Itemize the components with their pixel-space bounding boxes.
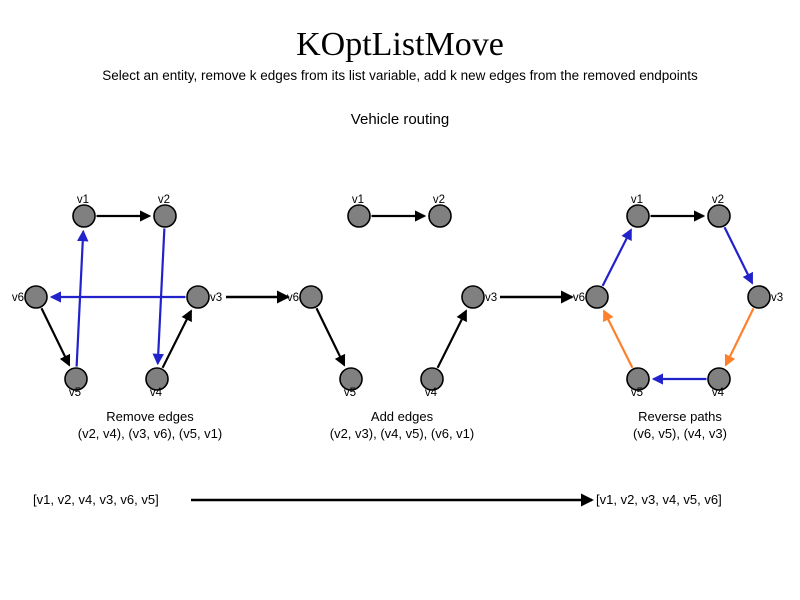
- node-label: v3: [210, 292, 223, 304]
- node-circle: [748, 286, 770, 308]
- node-v6[interactable]: [573, 286, 608, 308]
- node-label: v5: [343, 387, 357, 399]
- node-label: v4: [149, 387, 163, 399]
- node-v2[interactable]: [708, 194, 730, 227]
- node-circle: [708, 205, 730, 227]
- node-label: v5: [630, 387, 644, 399]
- node-circle: [154, 205, 176, 227]
- caption-remove-line2: (v2, v4), (v3, v6), (v5, v1): [77, 426, 223, 441]
- node-v5[interactable]: [627, 368, 649, 399]
- node-v4[interactable]: [146, 368, 168, 399]
- node-label: v6: [11, 292, 24, 304]
- node-v3[interactable]: [462, 286, 497, 308]
- caption-add: [292, 408, 512, 442]
- node-circle: [462, 286, 484, 308]
- after-list-label: [v1, v2, v3, v4, v5, v6]: [596, 492, 722, 507]
- node-v5[interactable]: [65, 368, 87, 399]
- node-v4[interactable]: [708, 368, 730, 399]
- edge-v2-v3: [725, 227, 753, 283]
- node-label: v1: [630, 194, 644, 206]
- node-v3[interactable]: [748, 286, 783, 308]
- caption-add-line1: Add edges: [370, 409, 434, 424]
- node-v4[interactable]: [421, 368, 443, 399]
- node-v6[interactable]: [287, 286, 322, 308]
- node-label: v5: [68, 387, 82, 399]
- caption-remove: [40, 408, 260, 442]
- section-label: Vehicle routing: [350, 111, 450, 128]
- edge-v4-v3: [163, 311, 191, 368]
- node-v1[interactable]: [627, 194, 649, 227]
- edges-layer: [41, 216, 753, 379]
- caption-reverse: [570, 408, 790, 442]
- node-label: v4: [711, 387, 725, 399]
- node-label: v3: [485, 292, 498, 304]
- node-v6[interactable]: [12, 286, 47, 308]
- edge-v4-v3: [438, 311, 466, 368]
- caption-reverse-line1: Reverse paths: [638, 409, 722, 424]
- node-v1[interactable]: [348, 194, 370, 227]
- node-v5[interactable]: [340, 368, 362, 399]
- node-label: v3: [771, 292, 784, 304]
- node-label: v4: [424, 387, 438, 399]
- node-v2[interactable]: [429, 194, 451, 227]
- node-label: v6: [286, 292, 299, 304]
- node-label: v2: [432, 194, 446, 206]
- node-circle: [25, 286, 47, 308]
- edge-v6-v5: [316, 308, 344, 365]
- caption-remove-line1: Remove edges: [106, 409, 194, 424]
- node-circle: [586, 286, 608, 308]
- edge-v3-v4: [726, 308, 754, 365]
- node-circle: [73, 205, 95, 227]
- node-circle: [187, 286, 209, 308]
- edge-v6-v1: [603, 230, 631, 286]
- node-v2[interactable]: [154, 194, 176, 227]
- caption-add-line2: (v2, v3), (v4, v5), (v6, v1): [329, 426, 475, 441]
- caption-reverse-line2: (v6, v5), (v4, v3): [633, 426, 727, 441]
- edge-v6-v5: [41, 308, 69, 365]
- node-label: v1: [351, 194, 365, 206]
- node-circle: [627, 205, 649, 227]
- node-label: v2: [711, 194, 725, 206]
- page-subtitle: Select an entity, remove k edges from its list variable, add k new edges from the removed endpoints: [102, 68, 698, 83]
- node-label: v6: [572, 292, 585, 304]
- node-circle: [300, 286, 322, 308]
- node-circle: [348, 205, 370, 227]
- edge-v5-v1: [77, 231, 84, 366]
- node-label: v1: [76, 194, 90, 206]
- node-circle: [429, 205, 451, 227]
- edge-v5-v6: [604, 311, 632, 368]
- node-label: v2: [157, 194, 171, 206]
- page-title: KOptListMove: [296, 26, 504, 63]
- node-v1[interactable]: [73, 194, 95, 227]
- node-v3[interactable]: [187, 286, 222, 308]
- before-list-label: [v1, v2, v4, v3, v6, v5]: [33, 492, 159, 507]
